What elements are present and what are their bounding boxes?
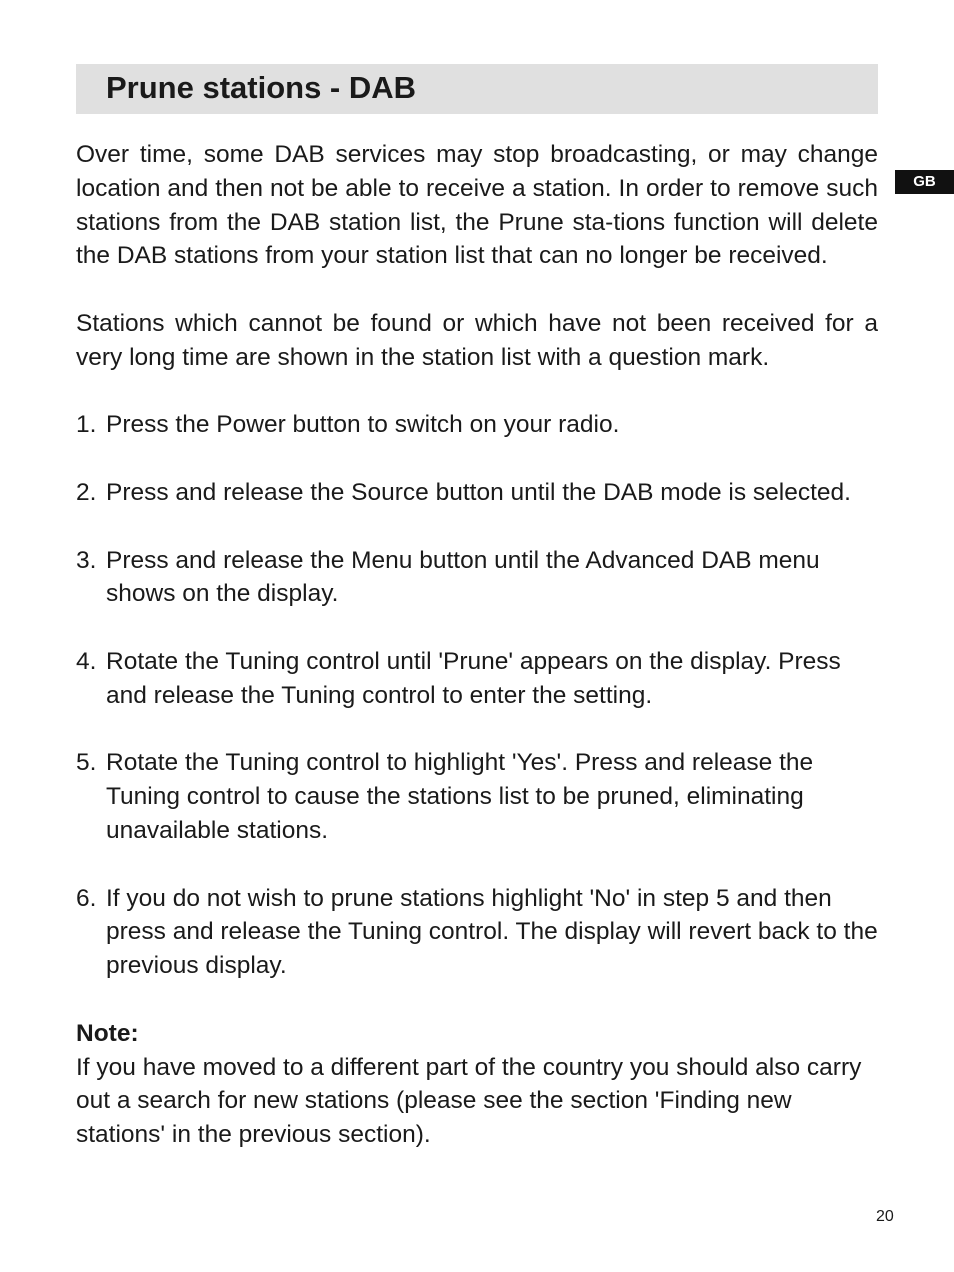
step-number: 6. [76,884,97,912]
note-heading: Note: [76,1019,139,1047]
note-text: If you have moved to a different part of the country you should also carry out a search for new stations (please see the section 'Finding new stations' in the previous section). [76,1053,862,1149]
step-item [76,645,878,713]
step-item [76,544,878,612]
step-item [76,882,878,983]
intro-paragraph-2: Stations which cannot be found or which have not been received for a very long time are shown in the station list with a question mark. [76,309,878,371]
step-number: 2. [76,478,97,506]
step-number: 5. [76,749,97,777]
section-title-bar [76,64,878,114]
step-text: Press the Power button to switch on your radio. [106,411,620,439]
step-text: Rotate the Tuning control until 'Prune' appears on the display. Press and release the Tuning control to enter the setting. [106,647,841,709]
step-item [76,476,878,510]
step-text: Press and release the Source button until the DAB mode is selected. [106,478,851,506]
step-number: 4. [76,647,97,675]
page-title: Prune stations - DAB [106,70,417,105]
step-text: Press and release the Menu button until the Advanced DAB menu shows on the display. [106,546,820,608]
intro-paragraph-1: Over time, some DAB services may stop broadcasting, or may change location and then not be able to receive a station. In order to remove such stations from the DAB station list, the Prune sta-tions function will delete the DAB stations from your station list that can no longer be received. [76,141,878,270]
step-item [76,746,878,847]
page-number: 20 [876,1208,894,1225]
step-item [76,408,878,442]
step-text: If you do not wish to prune stations highlight 'No' in step 5 and then press and release the Tuning control. The display will revert back to the previous display. [106,884,878,980]
step-number: 1. [76,411,97,439]
steps-list [76,408,878,983]
main-content [76,138,878,1152]
language-tab: GB [895,170,954,194]
step-number: 3. [76,546,97,574]
step-text: Rotate the Tuning control to highlight 'Yes'. Press and release the Tuning control to cause the stations list to be pruned, eliminating unavailable stations. [106,749,814,844]
